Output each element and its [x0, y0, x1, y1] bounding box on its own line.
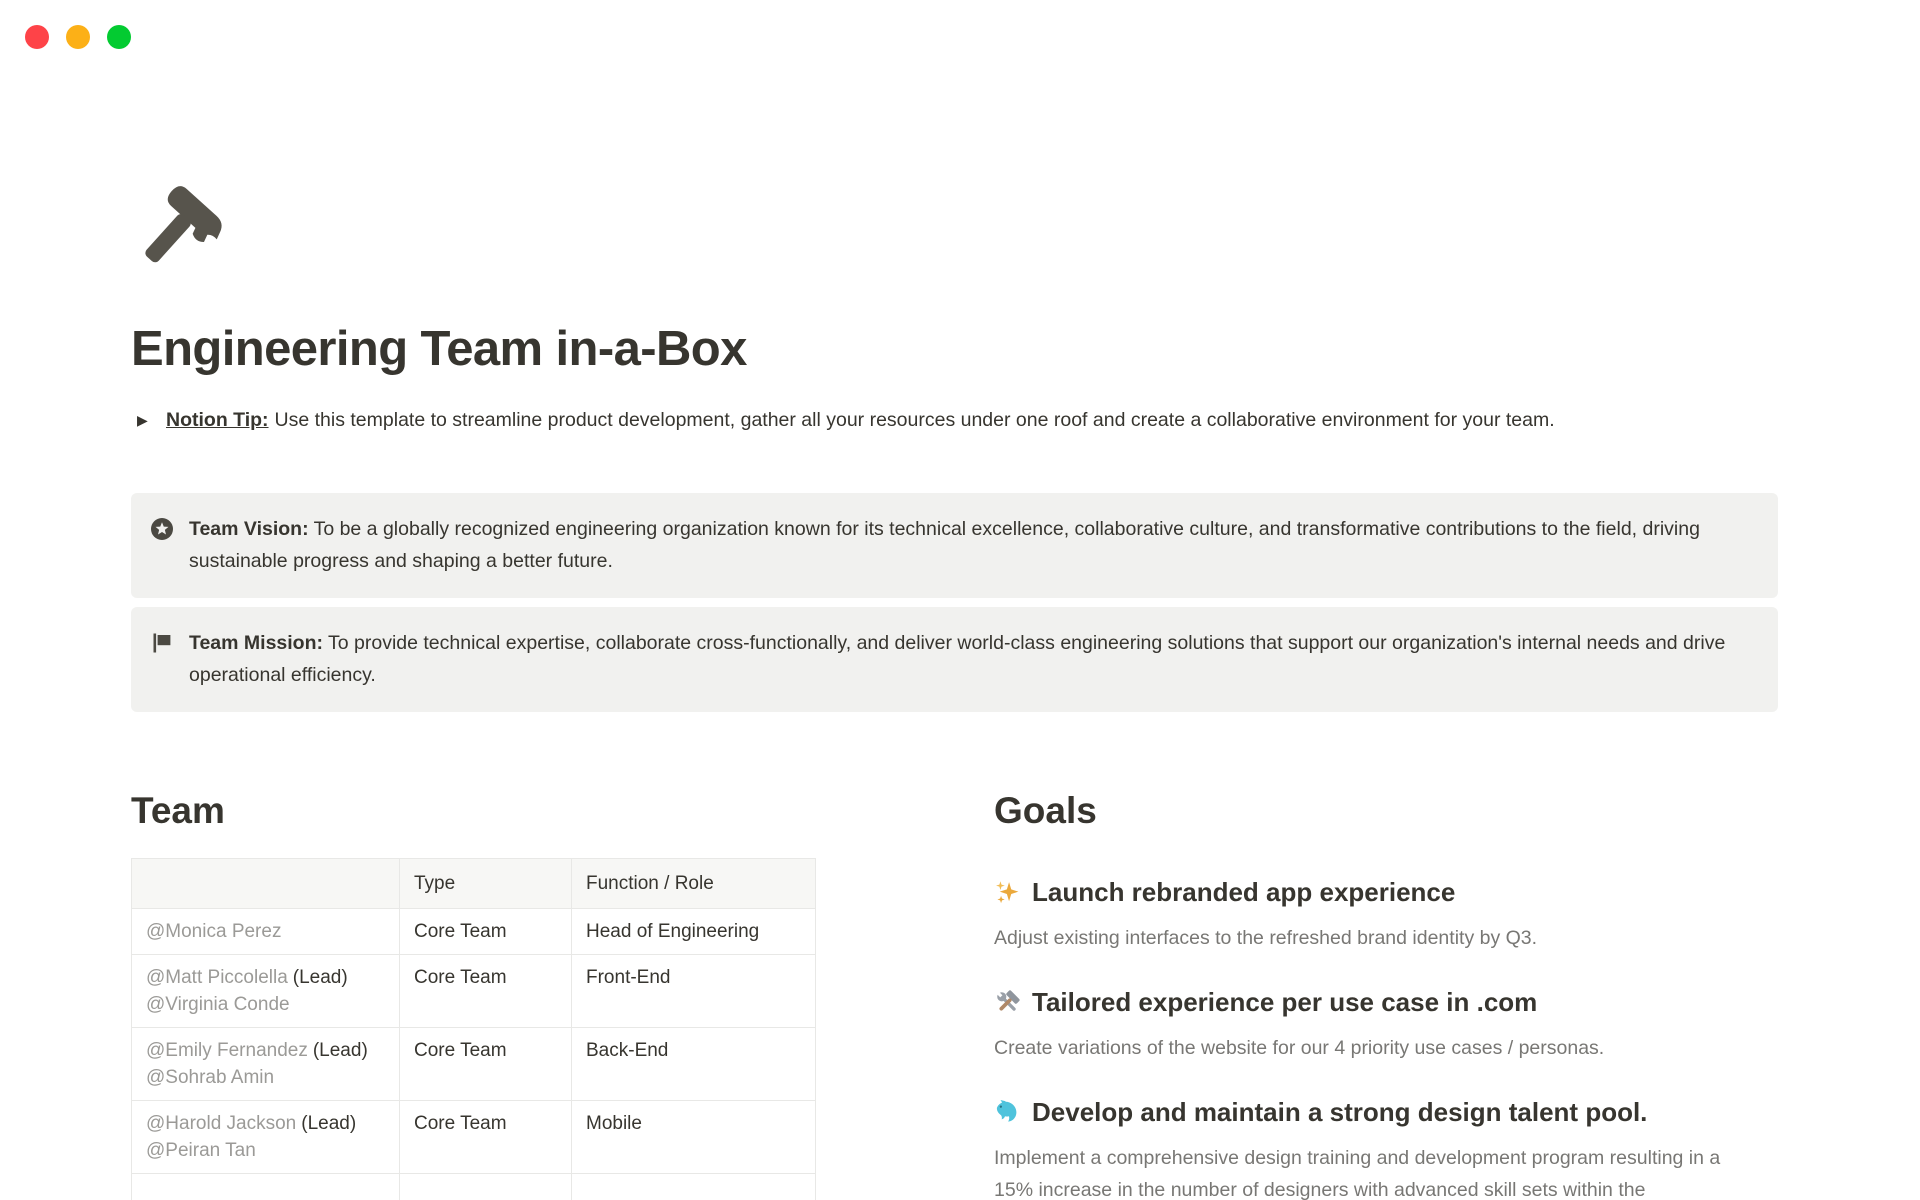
goal-item	[994, 1096, 1778, 1200]
flag-icon[interactable]	[150, 631, 174, 655]
goal-description: Adjust existing interfaces to the refreshed brand identity by Q3.	[994, 927, 1538, 950]
goal-title-row[interactable]	[994, 986, 1778, 1018]
team-vision-callout	[131, 493, 1778, 598]
close-button[interactable]	[25, 25, 49, 49]
members-cell[interactable]	[132, 1028, 400, 1101]
goal-title-row[interactable]	[994, 1096, 1778, 1128]
role-cell[interactable]: Head of Engineering	[572, 909, 816, 955]
goal-title: Tailored experience per use case in .com	[1032, 987, 1538, 1018]
goal-title: Develop and maintain a strong design talent pool.	[1032, 1097, 1648, 1128]
user-mention[interactable]: @Matt Piccolella	[146, 967, 288, 989]
type-cell[interactable]: Core Team	[400, 1028, 572, 1101]
callout-paragraph	[189, 513, 1738, 578]
goals-heading[interactable]: Goals	[994, 789, 1097, 831]
user-mention[interactable]: @Peiran Tan	[146, 1140, 256, 1162]
hammer-wrench-icon	[994, 989, 1021, 1016]
user-mention[interactable]: @Monica Perez	[146, 921, 282, 943]
minimize-button[interactable]	[66, 25, 90, 49]
user-mention[interactable]: @Sohrab Amin	[146, 1067, 275, 1089]
goal-title-row[interactable]	[994, 876, 1778, 908]
role-cell[interactable]: Front-End	[572, 955, 816, 1028]
notion-page	[131, 0, 1778, 1200]
lead-suffix: (Lead)	[301, 1113, 357, 1135]
team-heading[interactable]: Team	[131, 789, 225, 831]
user-mention[interactable]: @Harold Jackson	[146, 1113, 297, 1135]
members-cell[interactable]	[132, 955, 400, 1028]
callout-label: Team Vision:	[189, 517, 309, 540]
role-cell[interactable]: Back-End	[572, 1028, 816, 1101]
header-cell-role[interactable]: Function / Role	[572, 859, 816, 909]
role-cell[interactable]: Mobile	[572, 1101, 816, 1174]
zoom-button[interactable]	[107, 25, 131, 49]
callout-text: To provide technical expertise, collaborate cross-functionally, and deliver world-class engineering solutions that support our organization's internal needs and drive operational efficiency.	[189, 631, 1726, 687]
star-circle-icon[interactable]	[150, 517, 174, 541]
table-row[interactable]	[132, 1028, 816, 1101]
lead-suffix: (Lead)	[292, 967, 348, 989]
callout-label: Team Mission:	[189, 631, 323, 654]
hammer-icon[interactable]	[131, 178, 227, 274]
window-controls	[25, 25, 131, 49]
two-column-layout	[131, 780, 1778, 1200]
role-cell[interactable]	[572, 1174, 816, 1200]
sparkles-icon	[994, 879, 1021, 906]
type-cell[interactable]: Core Team	[400, 955, 572, 1028]
members-cell[interactable]	[132, 1174, 400, 1200]
dolphin-icon	[994, 1099, 1021, 1126]
table-row[interactable]	[132, 955, 816, 1028]
team-table	[131, 858, 816, 1200]
table-header-row	[132, 859, 816, 909]
callout-paragraph	[189, 627, 1738, 692]
type-cell[interactable]: Core Team	[400, 909, 572, 955]
type-cell[interactable]	[400, 1174, 572, 1200]
tip-label: Notion Tip:	[166, 408, 269, 431]
table-row[interactable]	[132, 1101, 816, 1174]
members-cell[interactable]	[132, 1101, 400, 1174]
goal-title: Launch rebranded app experience	[1032, 877, 1456, 908]
header-cell-members[interactable]	[132, 859, 400, 909]
goal-description: Create variations of the website for our 4 priority use cases / personas.	[994, 1037, 1605, 1060]
page-title[interactable]: Engineering Team in-a-Box	[131, 322, 747, 376]
header-cell-type[interactable]: Type	[400, 859, 572, 909]
type-cell[interactable]: Core Team	[400, 1101, 572, 1174]
callout-text: To be a globally recognized engineering organization known for its technical excellence, collaborative culture, and transformative contributions to the field, driving sustainable progress and shaping a better future.	[189, 517, 1700, 573]
goal-item	[994, 876, 1778, 954]
user-mention[interactable]: @Virginia Conde	[146, 994, 290, 1016]
team-mission-callout	[131, 607, 1778, 712]
table-row[interactable]	[132, 909, 816, 955]
goals-section	[994, 780, 1778, 1200]
triangle-right-icon[interactable]: ▶	[137, 411, 148, 428]
lead-suffix: (Lead)	[312, 1040, 368, 1062]
goal-item	[994, 986, 1778, 1064]
user-mention[interactable]: @Emily Fernandez	[146, 1040, 308, 1062]
goal-description: Implement a comprehensive design training and development program resulting in a 15% increase in the number of designers with advanced skill sets within the	[994, 1147, 1721, 1200]
table-row-empty[interactable]	[132, 1174, 816, 1200]
tip-text: Use this template to streamline product development, gather all your resources under one roof and create a collaborative environment for your team.	[274, 408, 1555, 431]
team-section	[131, 780, 931, 1200]
notion-tip-toggle[interactable]	[131, 405, 1778, 435]
members-cell[interactable]	[132, 909, 400, 955]
tip-paragraph	[166, 405, 1555, 435]
